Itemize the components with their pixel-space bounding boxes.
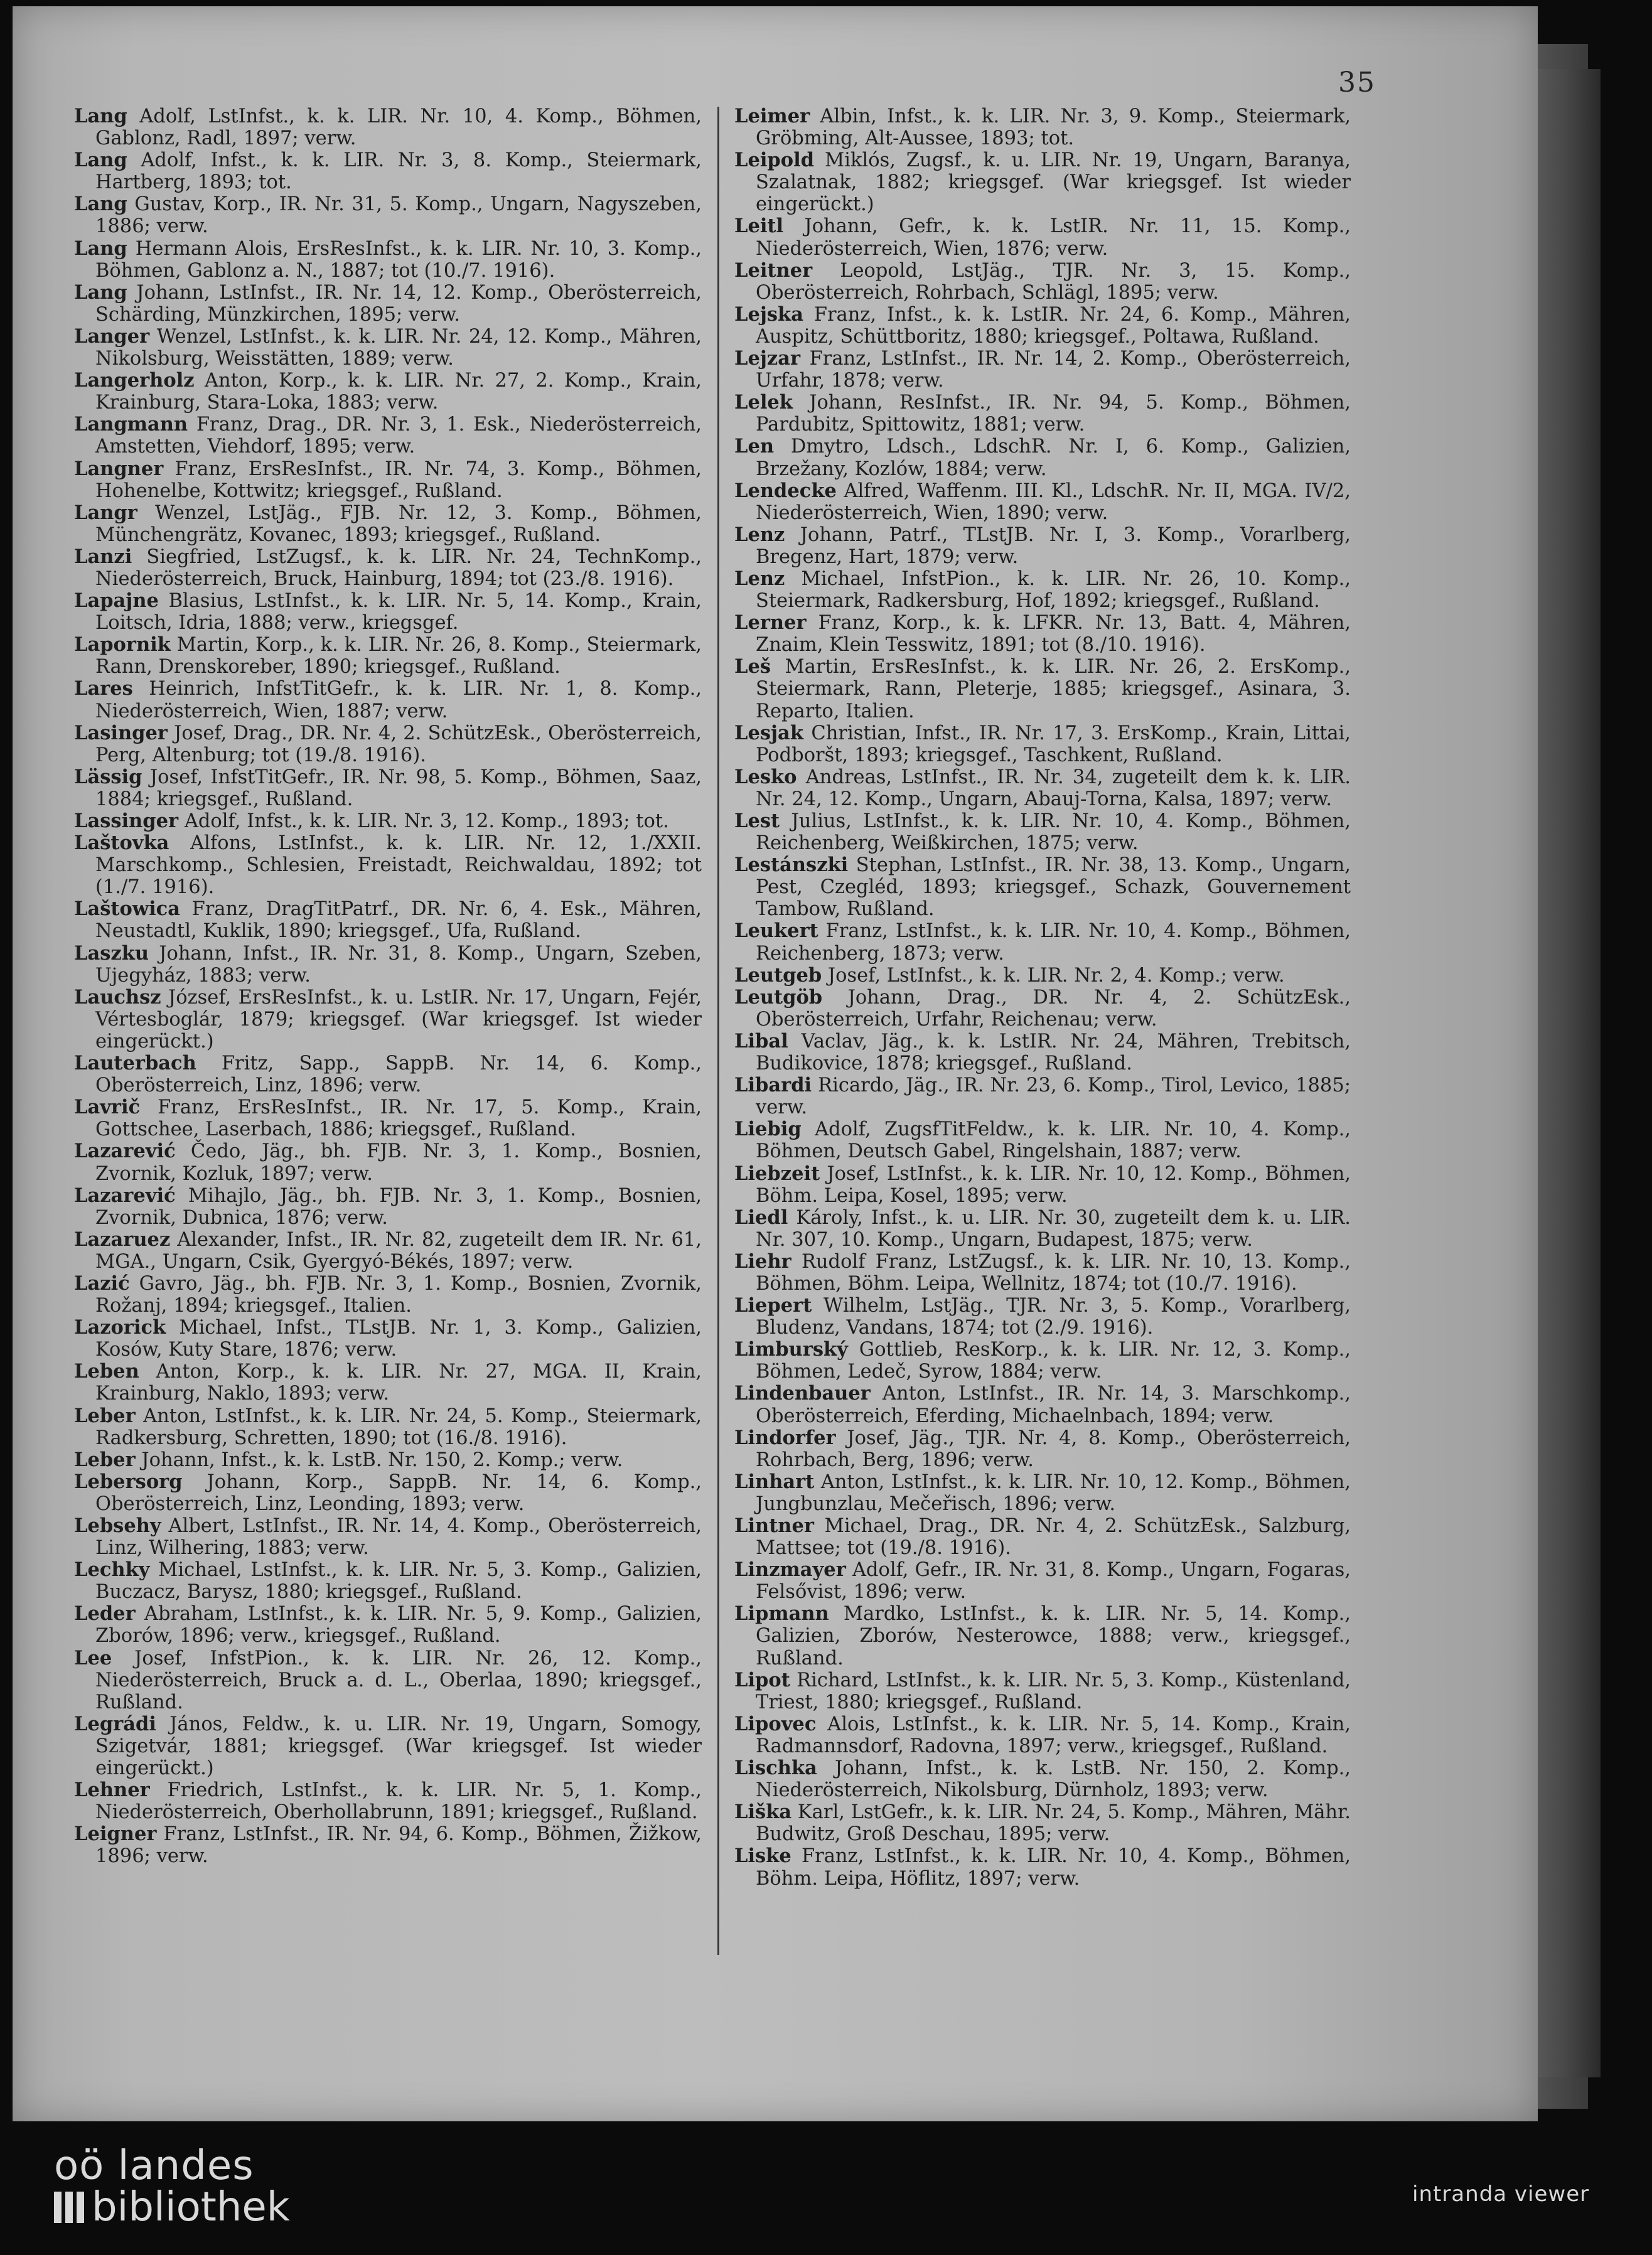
entry-details: József, ErsResInfst., k. u. LstIR. Nr. 17, Ungarn, Fejér, Vértesboglár, 1879; kriegsgef. (War kriegsgef. Ist wieder eingerückt.): [95, 986, 702, 1053]
entry-details: Josef, InfstPion., k. k. LIR. Nr. 26, 12. Komp., Niederösterreich, Bruck a. d. L., Oberlaa, 1890; kriegsgef., Rußland.: [95, 1647, 702, 1713]
register-entry: [74, 238, 702, 282]
register-entry: [74, 1647, 702, 1713]
entry-surname: Lazorick: [74, 1316, 166, 1339]
entry-surname: Liepert: [734, 1294, 812, 1317]
entry-details: Siegfried, LstZugsf., k. k. LIR. Nr. 24, TechnKomp., Niederösterreich, Bruck, Hainburg, 1894; tot (23./8. 1916).: [95, 545, 702, 590]
entry-details: Franz, Infst., k. k. LstIR. Nr. 24, 6. Komp., Mähren, Auspitz, Schüttboritz, 1880; kriegsgef., Poltawa, Rußland.: [756, 303, 1351, 348]
register-entry: [734, 524, 1351, 568]
entry-details: Josef, LstInfst., k. k. LIR. Nr. 10, 12. Komp., Böhmen, Böhm. Leipa, Kosel, 1895; verw.: [756, 1162, 1351, 1207]
logo-line-2-text: bibliothek: [92, 2184, 290, 2231]
entry-surname: Lenz: [734, 567, 785, 590]
entry-surname: Libardi: [734, 1074, 812, 1097]
entry-surname: Lang: [74, 281, 127, 304]
logo-bars-icon: [54, 2192, 84, 2223]
register-entry: [734, 1515, 1351, 1559]
entry-details: Johann, Korp., SappB. Nr. 14, 6. Komp., Oberösterreich, Linz, Leonding, 1893; verw.: [95, 1470, 702, 1515]
register-entry: [74, 414, 702, 458]
entry-details: Heinrich, InfstTitGefr., k. k. LIR. Nr. 1, 8. Komp., Niederösterreich, Wien, 1887; verw.: [95, 678, 702, 722]
register-entry: [74, 766, 702, 810]
entry-details: Anton, LstInfst., k. k. LIR. Nr. 10, 12. Komp., Böhmen, Jungbunzlau, Mečeřisch, 1896; verw.: [756, 1470, 1351, 1515]
entry-surname: Langner: [74, 457, 164, 480]
register-entry: [734, 348, 1351, 392]
entry-surname: Lejska: [734, 303, 803, 326]
entry-surname: Lipovec: [734, 1712, 817, 1735]
entry-details: Johann, Infst., IR. Nr. 31, 8. Komp., Ungarn, Szeben, Ujegyház, 1883; verw.: [95, 942, 702, 987]
register-entry: [734, 1471, 1351, 1515]
register-entry: [734, 656, 1351, 722]
register-entry: [734, 1669, 1351, 1713]
register-entry: [74, 898, 702, 942]
register-entry: [734, 1383, 1351, 1427]
entry-surname: Lejzar: [734, 347, 801, 370]
entry-surname: Liske: [734, 1845, 791, 1868]
entry-surname: Len: [734, 435, 775, 458]
entry-details: Johann, Infst., k. k. LstB. Nr. 150, 2. Komp., Niederösterreich, Nikolsburg, Dürnholz, 1893; verw.: [756, 1757, 1351, 1802]
entry-surname: Linhart: [734, 1470, 815, 1493]
register-entry: [74, 1273, 702, 1317]
register-entry: [74, 1713, 702, 1779]
register-entry: [74, 1317, 702, 1361]
entry-surname: Lendecke: [734, 479, 837, 502]
entry-details: Johann, ResInfst., IR. Nr. 94, 5. Komp., Böhmen, Pardubitz, Spittowitz, 1881; verw.: [756, 392, 1351, 436]
right-column: [734, 105, 1351, 1890]
register-entry: [734, 304, 1351, 348]
entry-details: Adolf, ZugsfTitFeldw., k. k. LIR. Nr. 10, 4. Komp., Böhmen, Deutsch Gabel, Ringelshain, 1887; verw.: [756, 1118, 1351, 1163]
entry-surname: Langmann: [74, 413, 188, 436]
entry-surname: Lauchsz: [74, 985, 161, 1009]
register-entry: [74, 832, 702, 898]
register-entry: [734, 612, 1351, 656]
entry-details: Albin, Infst., k. k. LIR. Nr. 3, 9. Komp., Steiermark, Gröbming, Alt-Aussee, 1893; tot.: [756, 105, 1351, 150]
register-entry: [734, 260, 1351, 304]
entry-details: Mardko, LstInfst., k. k. LIR. Nr. 5, 14. Komp., Galizien, Zborów, Nesterowce, 1888; verw., kriegsgef., Rußland.: [756, 1603, 1351, 1669]
entry-surname: Leukert: [734, 919, 818, 943]
entry-details: Miklós, Zugsf., k. u. LIR. Nr. 19, Ungarn, Baranya, Szalatnak, 1882; kriegsgef. (War kriegsgef. Ist wieder eingerückt.): [756, 149, 1351, 216]
entry-details: Johann, Drag., DR. Nr. 4, 2. SchützEsk., Oberösterreich, Urfahr, Reichenau; verw.: [756, 986, 1351, 1031]
entry-details: Franz, LstInfst., k. k. LIR. Nr. 10, 4. Komp., Böhmen, Reichenberg, 1873; verw.: [756, 920, 1351, 965]
entry-surname: Lang: [74, 193, 127, 216]
entry-details: Wilhelm, LstJäg., TJR. Nr. 3, 5. Komp., Vorarlberg, Bludenz, Vandans, 1874; tot (2./9. 1916).: [756, 1295, 1351, 1339]
entry-surname: Lindorfer: [734, 1426, 836, 1449]
register-entry: [734, 766, 1351, 810]
entry-details: Michael, InfstPion., k. k. LIR. Nr. 26, 10. Komp., Steiermark, Radkersburg, Hof, 1892; kriegsgef., Rußland.: [756, 567, 1351, 613]
entry-surname: Leitl: [734, 215, 784, 238]
register-entry: [734, 1251, 1351, 1295]
entry-details: Wenzel, LstJäg., FJB. Nr. 12, 3. Komp., Böhmen, Münchengrätz, Kovanec, 1893; kriegsgef., Rußland.: [95, 501, 702, 546]
column-divider: [717, 107, 719, 1955]
register-entry: [734, 1339, 1351, 1383]
entry-surname: Lestánszki: [734, 854, 849, 877]
entry-surname: Lehner: [74, 1779, 150, 1802]
entry-details: Martin, ErsResInfst., k. k. LIR. Nr. 26, 2. ErsKomp., Steiermark, Rann, Pleterje, 1885; kriegsgef., Asinara, 3. Reparto, Italien.: [756, 656, 1351, 722]
entry-details: Josef, Drag., DR. Nr. 4, 2. SchützEsk., Oberösterreich, Perg, Altenburg; tot (19./8. 1916).: [95, 722, 702, 766]
entry-details: Hermann Alois, ErsResInfst., k. k. LIR. Nr. 10, 3. Komp., Böhmen, Gablonz a. N., 1887; tot (10./7. 1916).: [95, 237, 702, 282]
entry-details: Friedrich, LstInfst., k. k. LIR. Nr. 5, 1. Komp., Niederösterreich, Oberhollabrunn, 1891; kriegsgef., Rußland.: [95, 1779, 702, 1824]
entry-details: Karl, LstGefr., k. k. LIR. Nr. 24, 5. Komp., Mähren, Mähr. Budwitz, Groß Deschau, 1895; verw.: [756, 1801, 1351, 1846]
entry-details: Adolf, Gefr., IR. Nr. 31, 8. Komp., Ungarn, Fogaras, Felsővist, 1896; verw.: [756, 1559, 1351, 1604]
register-entry: [74, 370, 702, 414]
register-entry: [74, 1405, 702, 1449]
entry-surname: Lang: [74, 105, 127, 127]
register-entry: [74, 943, 702, 987]
entry-details: Leopold, LstJäg., TJR. Nr. 3, 15. Komp., Oberösterreich, Rohrbach, Schlägl, 1895; verw.: [756, 259, 1351, 304]
register-entry: [734, 1031, 1351, 1074]
entry-details: János, Feldw., k. u. LIR. Nr. 19, Ungarn, Somogy, Szigetvár, 1881; kriegsgef. (War kriegsgef. Ist wieder eingerückt.): [95, 1713, 702, 1780]
entry-surname: Lanzi: [74, 545, 132, 568]
entry-surname: Leutgöb: [734, 985, 823, 1009]
entry-details: Gottlieb, ResKorp., k. k. LIR. Nr. 12, 3. Komp., Böhmen, Ledeč, Syrow, 1884; verw.: [756, 1339, 1351, 1383]
entry-surname: Lerner: [734, 611, 807, 635]
entry-surname: Lassinger: [74, 810, 179, 832]
entry-surname: Lares: [74, 677, 133, 700]
entry-surname: Lesko: [734, 765, 797, 788]
register-entry: [74, 326, 702, 370]
entry-surname: Liška: [734, 1801, 792, 1824]
entry-details: Josef, InfstTitGefr., IR. Nr. 98, 5. Komp., Böhmen, Saaz, 1884; kriegsgef., Rußland.: [95, 766, 702, 810]
entry-details: Adolf, Infst., k. k. LIR. Nr. 3, 8. Komp., Steiermark, Hartberg, 1893; tot.: [95, 149, 702, 194]
entry-surname: Lang: [74, 149, 127, 172]
entry-details: Johann, Infst., k. k. LstB. Nr. 150, 2. Komp.; verw.: [135, 1449, 623, 1471]
entry-details: Richard, LstInfst., k. k. LIR. Nr. 5, 3. Komp., Küstenland, Triest, 1880; kriegsgef., Rußland.: [756, 1669, 1351, 1713]
entry-surname: Laštowica: [74, 897, 180, 921]
entry-surname: Liehr: [734, 1250, 791, 1273]
register-entry: [734, 392, 1351, 436]
register-entry: [734, 965, 1351, 987]
entry-details: Franz, DragTitPatrf., DR. Nr. 6, 4. Esk., Mähren, Neustadtl, Kuklik, 1890; kriegsgef., Ufa, Rußland.: [95, 898, 702, 943]
register-entry: [74, 105, 702, 149]
entry-details: Johann, Patrf., TLstJB. Nr. I, 3. Komp., Vorarlberg, Bregenz, Hart, 1879; verw.: [756, 523, 1351, 568]
viewer-label: intranda viewer: [1412, 2182, 1590, 2207]
entry-details: Christian, Infst., IR. Nr. 17, 3. ErsKomp., Krain, Littai, Podboršt, 1893; kriegsgef., Taschkent, Rußland.: [756, 722, 1351, 766]
entry-details: Alfons, LstInfst., k. k. LIR. Nr. 12, 1./XXII. Marschkomp., Schlesien, Freistadt, Reichwaldau, 1892; tot (1./7. 1916).: [95, 832, 702, 899]
entry-surname: Limburský: [734, 1338, 848, 1361]
library-logo[interactable]: [54, 2143, 290, 2231]
entry-details: Martin, Korp., k. k. LIR. Nr. 26, 8. Komp., Steiermark, Rann, Drenskoreber, 1890; kriegsgef., Rußland.: [95, 634, 702, 678]
entry-details: Vaclav, Jäg., k. k. LstIR. Nr. 24, Mähren, Trebitsch, Budikovice, 1878; kriegsgef., Rußland.: [756, 1030, 1351, 1075]
page-number: 35: [1338, 67, 1376, 99]
register-entry: [74, 1515, 702, 1559]
entry-details: Anton, LstInfst., IR. Nr. 14, 3. Marschkomp., Oberösterreich, Eferding, Michaelnbach, 1894; verw.: [756, 1383, 1351, 1427]
register-entry: [74, 678, 702, 722]
entry-surname: Liebzeit: [734, 1162, 820, 1185]
register-entry: [734, 854, 1351, 920]
entry-details: Károly, Infst., k. u. LIR. Nr. 30, zugeteilt dem k. u. LIR. Nr. 307, 10. Komp., Ungarn, Budapest, 1875; verw.: [756, 1206, 1351, 1251]
entry-details: Franz, ErsResInfst., IR. Nr. 17, 5. Komp., Krain, Gottschee, Laserbach, 1886; kriegsgef., Rußland.: [95, 1096, 702, 1141]
entry-details: Julius, LstInfst., k. k. LIR. Nr. 10, 4. Komp., Böhmen, Reichenberg, Weißkirchen, 1875; verw.: [756, 810, 1351, 855]
register-entry: [74, 149, 702, 193]
entry-surname: Lazarević: [74, 1140, 176, 1163]
register-entry: [734, 722, 1351, 766]
entry-surname: Lapornik: [74, 633, 171, 656]
register-entry: [74, 1471, 702, 1515]
register-entry: [74, 1779, 702, 1823]
entry-surname: Lasinger: [74, 721, 168, 744]
entry-surname: Lischka: [734, 1757, 817, 1780]
entry-surname: Lebsehy: [74, 1514, 161, 1537]
entry-details: Franz, LstInfst., IR. Nr. 94, 6. Komp., Böhmen, Žižkow, 1896; verw.: [95, 1823, 702, 1868]
entry-surname: Langerholz: [74, 369, 195, 392]
entry-details: Anton, LstInfst., k. k. LIR. Nr. 24, 5. Komp., Steiermark, Radkersburg, Schretten, 1890; tot (16./8. 1916).: [95, 1405, 702, 1449]
register-entry: [74, 810, 702, 832]
register-entry: [734, 1603, 1351, 1669]
entry-details: Gavro, Jäg., bh. FJB. Nr. 3, 1. Komp., Bosnien, Zvornik, Rožanj, 1894; kriegsgef., Italien.: [95, 1272, 702, 1317]
entry-surname: Laštovka: [74, 832, 169, 855]
entry-surname: Lesjak: [734, 721, 803, 744]
entry-surname: Leigner: [74, 1823, 157, 1846]
register-entry: [74, 1823, 702, 1867]
entry-surname: Linzmayer: [734, 1558, 846, 1582]
entry-details: Franz, LstInfst., IR. Nr. 14, 2. Komp., Oberösterreich, Urfahr, 1878; verw.: [756, 348, 1351, 392]
register-entry: [74, 1096, 702, 1140]
entry-details: Josef, LstInfst., k. k. LIR. Nr. 2, 4. Komp.; verw.: [822, 964, 1285, 987]
entry-details: Anton, Korp., k. k. LIR. Nr. 27, MGA. II, Krain, Krainburg, Naklo, 1893; verw.: [95, 1361, 702, 1405]
entry-surname: Lipot: [734, 1668, 790, 1691]
register-entry: [734, 215, 1351, 259]
register-entry: [734, 1713, 1351, 1757]
entry-details: Michael, Infst., TLstJB. Nr. 1, 3. Komp., Galizien, Kosów, Kuty Stare, 1876; verw.: [95, 1317, 702, 1361]
entry-surname: Lelek: [734, 391, 793, 414]
entry-surname: Lenz: [734, 523, 785, 546]
entry-details: Mihajlo, Jäg., bh. FJB. Nr. 3, 1. Komp., Bosnien, Zvornik, Dubnica, 1876; verw.: [95, 1184, 702, 1229]
entry-details: Michael, Drag., DR. Nr. 4, 2. SchützEsk., Salzburg, Mattsee; tot (19./8. 1916).: [756, 1515, 1351, 1560]
entry-surname: Lang: [74, 237, 127, 260]
register-entry: [74, 458, 702, 502]
entry-surname: Leber: [74, 1448, 136, 1471]
entry-details: Ricardo, Jäg., IR. Nr. 23, 6. Komp., Tirol, Levico, 1885; verw.: [756, 1074, 1351, 1119]
page-stack-edge: [1531, 69, 1601, 2077]
register-entry: [734, 1074, 1351, 1118]
register-entry: [734, 1295, 1351, 1339]
entry-details: Anton, Korp., k. k. LIR. Nr. 27, 2. Komp., Krain, Krainburg, Stara-Loka, 1883; verw.: [95, 370, 702, 414]
register-entry: [74, 590, 702, 634]
register-entry: [74, 1603, 702, 1647]
register-entry: [734, 1207, 1351, 1251]
entry-details: Albert, LstInfst., IR. Nr. 14, 4. Komp., Oberösterreich, Linz, Wilhering, 1883; verw.: [95, 1515, 702, 1560]
register-entry: [734, 1757, 1351, 1801]
register-entry: [74, 987, 702, 1053]
logo-line-1: oö landes: [54, 2143, 254, 2189]
register-entry: [734, 1845, 1351, 1889]
register-entry: [734, 568, 1351, 612]
register-entry: [74, 634, 702, 678]
entry-details: Alois, LstInfst., k. k. LIR. Nr. 5, 14. Komp., Krain, Radmannsdorf, Radovna, 1897; verw., kriegsgef., Rußland.: [756, 1713, 1351, 1757]
entry-details: Alfred, Waffenm. III. Kl., LdschR. Nr. II, MGA. IV/2, Niederösterreich, Wien, 1890; verw.: [756, 479, 1351, 524]
register-entry: [74, 546, 702, 590]
entry-details: Adolf, Infst., k. k. LIR. Nr. 3, 12. Komp., 1893; tot.: [178, 810, 669, 832]
register-entry: [734, 810, 1351, 854]
entry-surname: Lee: [74, 1646, 112, 1669]
entry-details: Abraham, LstInfst., k. k. LIR. Nr. 5, 9. Komp., Galizien, Zborów, 1896; verw., kriegsgef., Rußland.: [95, 1603, 702, 1647]
entry-details: Blasius, LstInfst., k. k. LIR. Nr. 5, 14. Komp., Krain, Loitsch, Idria, 1888; verw., kriegsgef.: [95, 590, 702, 635]
entry-details: Franz, LstInfst., k. k. LIR. Nr. 10, 4. Komp., Böhmen, Böhm. Leipa, Höflitz, 1897; verw.: [756, 1845, 1351, 1890]
register-entry: [734, 105, 1351, 149]
register-entry: [74, 502, 702, 546]
register-entry: [74, 1185, 702, 1229]
entry-details: Franz, Korp., k. k. LFKR. Nr. 13, Batt. 4, Mähren, Znaim, Klein Tesswitz, 1891; tot (8./10. 1916).: [756, 612, 1351, 656]
entry-surname: Lapajne: [74, 589, 159, 613]
register-entry: [74, 1140, 702, 1184]
register-entry: [734, 149, 1351, 215]
entry-surname: Libal: [734, 1029, 788, 1053]
entry-surname: Lipmann: [734, 1602, 829, 1626]
register-entry: [74, 1361, 702, 1405]
entry-details: Stephan, LstInfst., IR. Nr. 38, 13. Komp., Ungarn, Pest, Czegléd, 1893; kriegsgef., Schazk, Gouvernement Tambow, Rußland.: [756, 854, 1351, 921]
left-column: [74, 105, 702, 1868]
entry-surname: Liedl: [734, 1206, 788, 1229]
entry-surname: Leben: [74, 1360, 139, 1383]
entry-surname: Lindenbauer: [734, 1382, 871, 1405]
register-entry: [734, 1559, 1351, 1603]
entry-details: Josef, Jäg., TJR. Nr. 4, 8. Komp., Oberösterreich, Rohrbach, Berg, 1896; verw.: [756, 1427, 1351, 1471]
entry-surname: Lechky: [74, 1558, 150, 1582]
entry-surname: Lazarević: [74, 1184, 176, 1207]
register-entry: [74, 1559, 702, 1603]
entry-surname: Leitner: [734, 259, 813, 282]
register-entry: [734, 1801, 1351, 1845]
entry-surname: Langr: [74, 501, 137, 524]
entry-details: Čedo, Jäg., bh. FJB. Nr. 3, 1. Komp., Bosnien, Zvornik, Kozluk, 1897; verw.: [95, 1140, 702, 1185]
entry-surname: Lintner: [734, 1514, 814, 1537]
entry-details: Gustav, Korp., IR. Nr. 31, 5. Komp., Ungarn, Nagyszeben, 1886; verw.: [95, 193, 702, 238]
entry-surname: Leš: [734, 655, 771, 678]
register-entry: [74, 193, 702, 237]
entry-details: Franz, ErsResInfst., IR. Nr. 74, 3. Komp., Böhmen, Hohenelbe, Kottwitz; kriegsgef., Rußland.: [95, 458, 702, 502]
entry-surname: Laszku: [74, 941, 149, 965]
entry-surname: Lest: [734, 810, 780, 832]
register-entry: [734, 920, 1351, 964]
entry-surname: Lebersorg: [74, 1470, 183, 1493]
entry-surname: Langer: [74, 324, 150, 348]
entry-surname: Leutgeb: [734, 963, 822, 987]
register-entry: [74, 1229, 702, 1273]
entry-details: Wenzel, LstInfst., k. k. LIR. Nr. 24, 12. Komp., Mähren, Nikolsburg, Weisstätten, 1889; verw.: [95, 325, 702, 370]
register-entry: [734, 436, 1351, 479]
register-entry: [734, 1163, 1351, 1207]
register-entry: [74, 1449, 702, 1471]
entry-surname: Legrádi: [74, 1712, 156, 1735]
entry-details: Alexander, Infst., IR. Nr. 82, zugeteilt dem IR. Nr. 61, MGA., Ungarn, Csik, Gyergyó-Békés, 1897; verw.: [95, 1228, 702, 1273]
entry-details: Johann, Gefr., k. k. LstIR. Nr. 11, 15. Komp., Niederösterreich, Wien, 1876; verw.: [756, 215, 1351, 260]
entry-details: Fritz, Sapp., SappB. Nr. 14, 6. Komp., Oberösterreich, Linz, 1896; verw.: [95, 1053, 702, 1097]
entry-details: Adolf, LstInfst., k. k. LIR. Nr. 10, 4. Komp., Böhmen, Gablonz, Radl, 1897; verw.: [95, 105, 702, 150]
entry-surname: Liebig: [734, 1118, 802, 1141]
register-entry: [74, 1053, 702, 1096]
logo-line-2: [54, 2184, 290, 2231]
register-entry: [74, 282, 702, 326]
entry-surname: Leber: [74, 1404, 136, 1427]
register-entry: [734, 480, 1351, 524]
register-entry: [74, 722, 702, 766]
register-entry: [734, 1427, 1351, 1471]
entry-surname: Lavrič: [74, 1096, 141, 1119]
entry-details: Michael, LstInfst., k. k. LIR. Nr. 5, 3. Komp., Galizien, Buczacz, Barysz, 1880; kriegsgef., Rußland.: [95, 1559, 702, 1604]
entry-details: Rudolf Franz, LstZugsf., k. k. LIR. Nr. 10, 13. Komp., Böhmen, Böhm. Leipa, Wellnitz, 1874; tot (10./7. 1916).: [756, 1250, 1351, 1295]
entry-surname: Lazić: [74, 1272, 130, 1295]
entry-surname: Leipold: [734, 149, 815, 172]
entry-details: Franz, Drag., DR. Nr. 3, 1. Esk., Niederösterreich, Amstetten, Viehdorf, 1895; verw.: [95, 414, 702, 458]
entry-surname: Lazaruez: [74, 1228, 171, 1251]
register-entry: [734, 1118, 1351, 1162]
entry-surname: Leimer: [734, 105, 810, 127]
entry-surname: Leder: [74, 1602, 136, 1626]
entry-details: Johann, LstInfst., IR. Nr. 14, 12. Komp., Oberösterreich, Schärding, Münzkirchen, 1895; verw.: [95, 281, 702, 326]
register-entry: [734, 987, 1351, 1031]
entry-surname: Lässig: [74, 765, 142, 788]
entry-surname: Lauterbach: [74, 1052, 196, 1075]
entry-details: Andreas, LstInfst., IR. Nr. 34, zugeteilt dem k. k. LIR. Nr. 24, 12. Komp., Ungarn, Abauj-Torna, Kalsa, 1897; verw.: [756, 766, 1351, 810]
entry-details: Dmytro, Ldsch., LdschR. Nr. I, 6. Komp., Galizien, Brzežany, Kozlów, 1884; verw.: [756, 436, 1351, 480]
